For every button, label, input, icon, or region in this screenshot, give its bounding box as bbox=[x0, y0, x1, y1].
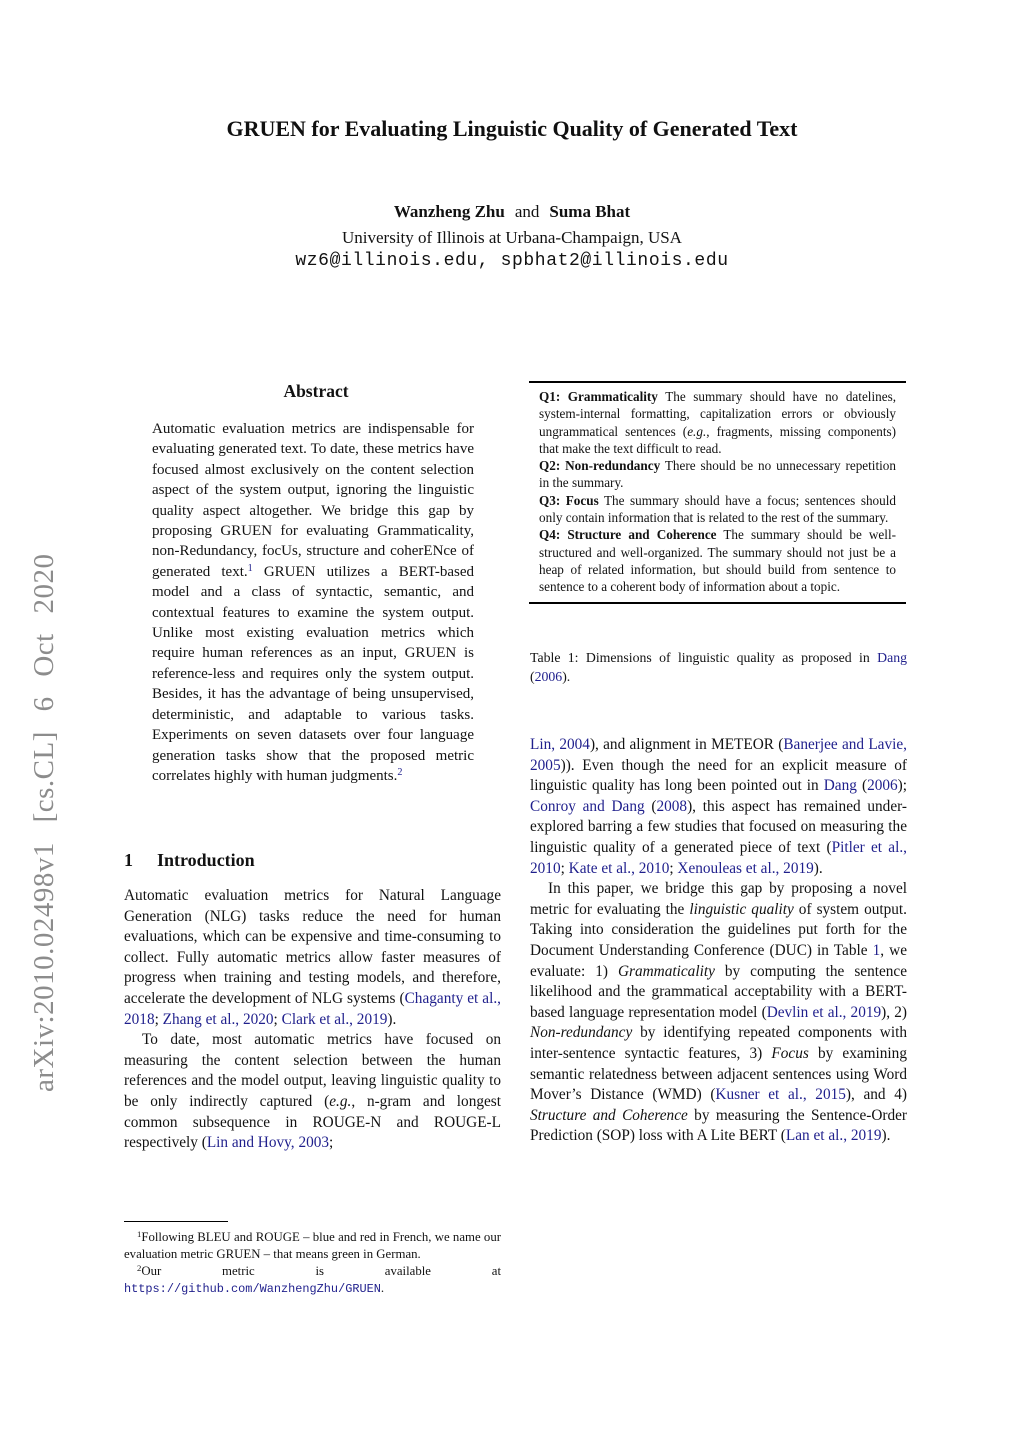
text-segment: ), this aspect has remained under-explored barring a few studies that focused on measuring the linguistic quality of a generated piece of text ( bbox=[530, 797, 908, 856]
citation-link[interactable]: Chaganty et al., 2018 bbox=[124, 989, 501, 1028]
authors-line bbox=[62, 202, 962, 222]
citation-link[interactable]: Lin, 2004 bbox=[530, 736, 590, 753]
text-segment: ; bbox=[560, 859, 569, 877]
text-segment: by measuring the Sentence-Order Prediction (SOP) loss with A Lite BERT ( bbox=[530, 1106, 908, 1145]
citation-link[interactable]: Conroy and Dang bbox=[530, 797, 645, 815]
citation-link[interactable]: Kate et al., 2010 bbox=[568, 859, 670, 877]
text-segment: Q2: Non-redundancy bbox=[539, 458, 661, 474]
footnote-rule bbox=[124, 1221, 228, 1222]
text-segment: linguistic quality bbox=[689, 900, 794, 918]
text-segment: The summary should have a focus; sentences should only contain information that is related to the rest of the summary. bbox=[539, 492, 896, 526]
citation-link[interactable]: 2006 bbox=[534, 668, 563, 684]
text-segment: ; bbox=[669, 859, 678, 877]
text-segment: Our metric is available at bbox=[141, 1264, 501, 1278]
text-segment: ). bbox=[813, 859, 823, 877]
right-paragraph-1 bbox=[530, 735, 907, 879]
text-segment: Suma Bhat bbox=[549, 202, 631, 221]
citation-link[interactable]: Devlin et al., 2019 bbox=[766, 1003, 882, 1021]
affiliation: University of Illinois at Urbana-Champaign, USA bbox=[342, 228, 682, 247]
text-segment: To date, most automatic metrics have focused on measuring the content selection between the human references and the model output, leaving linguistic quality to be only indirectly captured ( bbox=[124, 1031, 501, 1110]
text-segment: Focus bbox=[771, 1044, 809, 1062]
citation-link[interactable]: 2006 bbox=[867, 777, 898, 795]
text-segment: ); bbox=[897, 777, 908, 795]
citation-link[interactable]: Dang bbox=[823, 777, 857, 795]
abstract-text bbox=[152, 419, 474, 786]
intro-paragraph-2 bbox=[124, 1030, 501, 1154]
text-segment: ), 2) bbox=[881, 1003, 907, 1021]
text-segment: of system output. Taking into consideration the guidelines put forth for the Document Understanding Conference (DUC) in Table bbox=[530, 900, 907, 959]
citation-link[interactable]: Zhang et al., 2020 bbox=[162, 1010, 274, 1028]
citation-link[interactable]: 1 bbox=[872, 941, 881, 959]
text-segment: ). bbox=[387, 1010, 397, 1028]
section-number: 1 bbox=[124, 850, 133, 870]
text-segment: ( bbox=[530, 668, 535, 684]
text-segment: ( bbox=[856, 777, 868, 795]
text-segment: e.g. bbox=[329, 1092, 352, 1110]
table-1-box bbox=[529, 381, 906, 604]
citation-link[interactable]: Dang bbox=[877, 650, 907, 665]
citation-link[interactable]: Xenouleas et al., 2019 bbox=[677, 859, 814, 877]
footnote-1 bbox=[124, 1229, 501, 1263]
text-segment: ), and 4) bbox=[845, 1086, 907, 1104]
text-segment: Automatic evaluation metrics for Natural Language Generation (NLG) tasks reduce the need for human evaluations, which can be expensive and time-consuming to collect. Fully automatic metrics allow faster measures of progress when training and testing models, and therefore, accelerate the development of NLG systems ( bbox=[124, 887, 501, 1007]
footnote-marker: 2 bbox=[137, 1262, 142, 1273]
table-1-item-q1 bbox=[539, 388, 896, 457]
table-1-item-q2 bbox=[539, 457, 896, 492]
intro-paragraph-1 bbox=[124, 886, 501, 1030]
text-segment: by computing the sentence likelihood and the grammatical acceptability with a BERT-based language representation model ( bbox=[530, 962, 907, 1021]
text-segment: ), and alignment in METEOR ( bbox=[589, 736, 784, 753]
text-segment: ). bbox=[881, 1127, 891, 1145]
footnote-marker: 1 bbox=[137, 1228, 142, 1239]
text-segment: ). bbox=[562, 668, 571, 684]
citation-link[interactable]: 1 bbox=[247, 562, 253, 574]
table-1-caption bbox=[530, 649, 907, 686]
text-segment: ; bbox=[329, 1134, 334, 1152]
text-segment: by identifying repeated components with inter-sentence syntactic features, 3) bbox=[530, 1024, 907, 1062]
author-emails: wz6@illinois.edu, spbhat2@illinois.edu bbox=[295, 251, 729, 271]
text-segment: ; bbox=[273, 1010, 282, 1028]
citation-link[interactable]: 2008 bbox=[656, 797, 688, 815]
paper-title: GRUEN for Evaluating Linguistic Quality of Generated Text bbox=[226, 116, 798, 141]
citation-link[interactable]: Lan et al., 2019 bbox=[785, 1127, 882, 1145]
text-segment: Automatic evaluation metrics are indispensable for evaluating generated text. To date, these metrics have focused almost exclusively on the content selection aspect of the system output, ignoring the linguistic quality aspect altogether. We bridge this gap by proposing GRUEN for evaluating Grammaticality, non-Redundancy, focUs, structure and coherENce of generated text. bbox=[152, 421, 474, 580]
text-segment: Non-redundancy bbox=[530, 1024, 633, 1042]
text-segment: , n-gram and longest common subsequence in ROUGE-N and ROUGE-L respectively ( bbox=[124, 1092, 501, 1152]
text-segment: The summary should have no datelines, system-internal formatting, capitalization errors or obviously ungrammatical sentences ( bbox=[539, 389, 897, 439]
citation-link[interactable]: 2 bbox=[397, 766, 403, 778]
footnotes-block bbox=[124, 1229, 501, 1298]
right-paragraph-2 bbox=[530, 879, 907, 1147]
text-segment: Grammaticality bbox=[617, 962, 715, 980]
table-1-item-q3 bbox=[539, 492, 896, 527]
text-segment: , fragments, missing components) that make the text difficult to read. bbox=[539, 423, 897, 456]
citation-link[interactable]: Pitler et al., 2010 bbox=[530, 838, 907, 877]
text-segment: Q3: Focus bbox=[539, 492, 599, 508]
section-title: Introduction bbox=[157, 850, 255, 870]
citation-link[interactable]: Clark et al., 2019 bbox=[281, 1010, 388, 1028]
text-segment: e.g. bbox=[687, 423, 707, 439]
section-heading-introduction bbox=[124, 850, 255, 871]
text-segment: Structure and Coherence bbox=[530, 1106, 688, 1124]
citation-link[interactable]: Banerjee and Lavie, 2005 bbox=[530, 736, 907, 774]
footnote-2 bbox=[124, 1263, 501, 1298]
text-segment: Following BLEU and ROUGE – blue and red in French, we name our evaluation metric GRUEN – that means green in German. bbox=[124, 1230, 501, 1261]
text-segment: ; bbox=[154, 1010, 163, 1028]
text-segment: ( bbox=[644, 797, 657, 815]
citation-link[interactable]: Kusner et al., 2015 bbox=[715, 1086, 846, 1104]
text-segment: )). Even though the need for an explicit measure of linguistic quality has long been pointed out in bbox=[530, 756, 907, 795]
text-segment: and bbox=[514, 202, 540, 221]
text-segment: In this paper, we bridge this gap by proposing a novel metric for evaluating the bbox=[530, 880, 907, 918]
table-1-item-q4 bbox=[539, 526, 896, 595]
text-segment: , we evaluate: 1) bbox=[530, 941, 907, 980]
text-segment: There should be no unnecessary repetition in the summary. bbox=[539, 458, 896, 491]
text-segment: . bbox=[380, 1281, 385, 1295]
right-column-text bbox=[530, 735, 907, 1147]
text-segment: Table 1: Dimensions of linguistic quality as proposed in bbox=[530, 650, 878, 665]
text-segment: by examining semantic relatedness between adjacent sentences using Word Mover’s Distance (WMD) ( bbox=[530, 1044, 907, 1104]
arxiv-watermark: arXiv:2010.02498v1 [cs.CL] 6 Oct 2020 bbox=[28, 553, 60, 1092]
text-segment: Q4: Structure and Coherence bbox=[539, 527, 717, 543]
text-segment: Wanzheng Zhu bbox=[393, 202, 505, 221]
citation-link[interactable]: https://github.com/WanzhengZhu/GRUEN bbox=[124, 1282, 381, 1296]
abstract-heading: Abstract bbox=[283, 381, 349, 401]
text-segment: The summary should be well-structured and well-organized. The summary should not just be a heap of related information, but should build from sentence to sentence to a coherent body of information about a topic. bbox=[539, 527, 896, 595]
citation-link[interactable]: Lin and Hovy, 2003 bbox=[206, 1134, 330, 1152]
text-segment: Q1: Grammaticality bbox=[539, 389, 658, 404]
introduction-text bbox=[124, 886, 501, 1154]
text-segment: GRUEN utilizes a BERT-based model and a class of syntactic, semantic, and contextual features to examine the system output. Unlike most existing evaluation metrics which require human references as an input, GRUEN is reference-less and requires only the system output. Besides, it has the advantage of being unsupervised, deterministic, and adaptable to various tasks. Experiments on seven datasets over four language generation tasks show that the proposed metric correlates highly with human judgments. bbox=[152, 563, 474, 784]
